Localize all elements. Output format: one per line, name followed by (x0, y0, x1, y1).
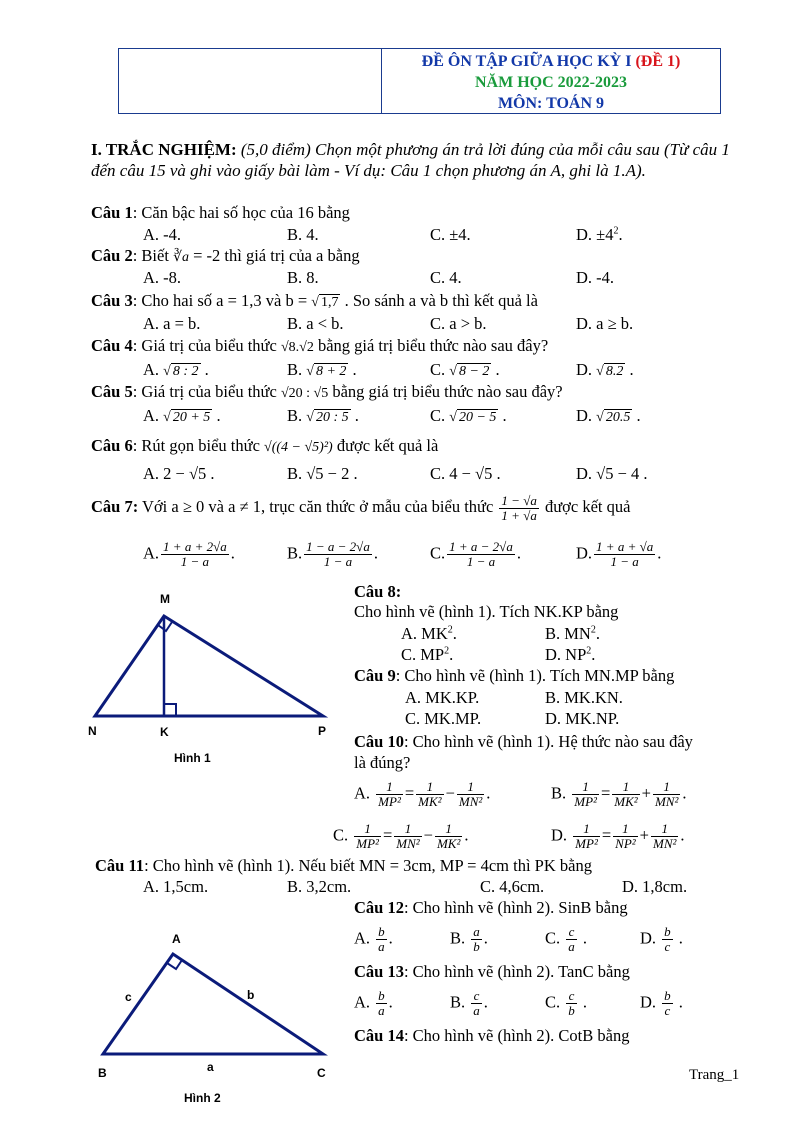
question-12: Câu 12: Cho hình vẽ (hình 2). SinB bằng (354, 898, 628, 917)
question-9: Câu 9: Cho hình vẽ (hình 1). Tích MN.MP bằng (354, 666, 675, 685)
q7-option-a: A. $\frac{1 + a + 2√a}{1 - a}$ . (143, 539, 235, 569)
q2-option-c: C. 4. (430, 268, 462, 287)
q9-option-c: C. MK.MP. (405, 709, 482, 728)
q6-option-b: B. √5 − 2 . (287, 464, 358, 483)
question-13: Câu 13: Cho hình vẽ (hình 2). TanC bằng (354, 962, 630, 981)
q12-option-b: B. $\frac{a}{b}$ . (450, 924, 488, 954)
fig2-label-b-vertex: B (98, 1066, 107, 1080)
fig1-label-n: N (88, 724, 97, 738)
page-number: Trang_1 (689, 1067, 740, 1083)
q1-option-b: B. 4. (287, 225, 319, 244)
q3-option-b: B. a < b. (287, 314, 344, 333)
q5-option-a: A. √ 20 + 5 . (143, 406, 221, 425)
q10-option-a: A. $\frac{1}{\text{MP²}}$ = $\frac{1}{\text{MK²}}$ − $\frac{1}{\text{MN²}}$ . (354, 779, 491, 809)
q11-option-d: D. 1,8cm. (622, 877, 688, 896)
question-7: Câu 7: Với a ≥ 0 và a ≠ 1, trục căn thức ở mẫu của biểu thức $\frac{1 - √a}{1 + √a}$ được kết quả (91, 492, 631, 523)
q4-option-c: C. √ 8 − 2 . (430, 360, 500, 379)
question-2: Câu 2: Biết ∛a = -2 thì giá trị của a bằng (91, 246, 360, 265)
q8-option-c: C. $MP^2$. (401, 645, 454, 664)
school-year: NĂM HỌC 2022-2023 (475, 74, 627, 91)
q4-option-a: A. √ 8 : 2 . (143, 360, 209, 379)
q1-option-d: D. $\pm 4^2$. (576, 225, 623, 244)
header-box (118, 48, 721, 114)
q6-option-c: C. 4 − √5 . (430, 464, 501, 483)
question-10-cont: là đúng? (354, 753, 411, 772)
q9-option-b: B. MK.KN. (545, 688, 623, 707)
q13-option-c: C. $\frac{c}{b}$ . (545, 988, 588, 1018)
q1-option-a: A. -4. (143, 225, 182, 244)
question-10: Câu 10: Cho hình vẽ (hình 1). Hệ thức nào sau đây (354, 732, 693, 751)
q7-option-b: B. $\frac{1 - a - 2√a}{1 - a}$ . (287, 539, 378, 569)
q13-option-d: D. $\frac{b}{c}$ . (640, 988, 683, 1018)
header-left-cell (119, 49, 382, 113)
q9-option-a: A. MK.KP. (405, 688, 480, 707)
section-intro: I. TRẮC NGHIỆM: (5,0 điểm) Chọn một phương án trả lời đúng của mỗi câu sau (Từ câu 1 đến câu 15 và ghi vào giấy bài làm - Ví dụ: Câu 1 chọn phương án A, ghi là 1.A). (91, 140, 730, 180)
question-11: Câu 11: Cho hình vẽ (hình 1). Nếu biết MN = 3cm, MP = 4cm thì PK bằng (95, 856, 592, 875)
q9-option-d: D. MK.NP. (545, 709, 620, 728)
q10-option-b: B. $\frac{1}{\text{MP²}}$ = $\frac{1}{\text{MK²}}$ + $\frac{1}{\text{MN²}}$ . (551, 779, 687, 809)
question-1: Câu 1: Căn bậc hai số học của 16 bằng (91, 203, 350, 222)
q1-option-c: C. ±4. (430, 225, 471, 244)
q7-option-d: D. $\frac{1 + a + √a}{1 - a}$ . (576, 539, 662, 569)
q4-option-d: D. √ 8.2 . (576, 360, 634, 379)
fig1-label-k: K (160, 725, 169, 739)
q13-option-b: B. $\frac{c}{a}$ . (450, 988, 488, 1018)
fig1-label-p: P (318, 724, 327, 738)
question-6: Câu 6: Rút gọn biểu thức √((4 − √5)²) được kết quả là (91, 436, 439, 455)
q12-option-a: A. $\frac{b}{a}$ . (354, 924, 393, 954)
question-3: Câu 3: Cho hai số a = 1,3 và b = √ 1,7 . So sánh a và b thì kết quả là (91, 291, 538, 310)
q3-option-c: C. a > b. (430, 314, 487, 333)
q12-option-c: C. $\frac{c}{a}$ . (545, 924, 588, 954)
question-5: Câu 5: Giá trị của biểu thức √20 : √5 bằng giá trị biểu thức nào sau đây? (91, 382, 563, 401)
q8-option-d: D. $NP^2$. (545, 645, 596, 664)
question-4: Câu 4: Giá trị của biểu thức √8.√2 bằng giá trị biểu thức nào sau đây? (91, 336, 549, 355)
q11-option-b: B. 3,2cm. (287, 877, 352, 896)
q12-option-d: D. $\frac{b}{c}$ . (640, 924, 683, 954)
q6-option-d: D. √5 − 4 . (576, 464, 648, 483)
fig2-label-c-side: c (125, 990, 132, 1004)
q2-option-a: A. -8. (143, 268, 182, 287)
q8-option-b: B. $MN^2$. (545, 624, 600, 643)
q2-option-b: B. 8. (287, 268, 319, 287)
q8-option-a: A. $MK^2$. (401, 624, 457, 643)
q13-option-a: A. $\frac{b}{a}$ . (354, 988, 393, 1018)
exam-title: ĐỀ ÔN TẬP GIỮA HỌC KỲ I (ĐỀ 1) (421, 53, 681, 70)
q6-option-a: A. 2 − √5 . (143, 464, 215, 483)
q3-option-a: A. a = b. (143, 314, 201, 333)
q2-option-d: D. -4. (576, 268, 615, 287)
q7-option-c: C. $\frac{1 + a - 2√a}{1 - a}$ . (430, 539, 521, 569)
header-right-cell (382, 49, 720, 113)
question-14: Câu 14: Cho hình vẽ (hình 2). CotB bằng (354, 1026, 630, 1045)
q5-option-b: B. √ 20 : 5 . (287, 406, 359, 425)
q4-option-b: B. √ 8 + 2 . (287, 360, 357, 379)
q3-option-d: D. a ≥ b. (576, 314, 634, 333)
fig2-label-b-side: b (247, 988, 255, 1002)
fig2-label-a-side: a (207, 1060, 214, 1074)
q10-option-d: D. $\frac{1}{\text{MP²}}$ = $\frac{1}{\text{NP²}}$ + $\frac{1}{\text{MN²}}$ . (551, 821, 685, 851)
q5-option-c: C. √ 20 − 5 . (430, 406, 507, 425)
q11-option-a: A. 1,5cm. (143, 877, 209, 896)
q5-option-d: D. √ 20.5 . (576, 406, 641, 425)
subject: MÔN: TOÁN 9 (497, 95, 605, 112)
question-8: Cho hình vẽ (hình 1). Tích NK.KP bằng (354, 602, 619, 621)
fig1-label-m: M (160, 592, 170, 606)
q10-option-c: C. $\frac{1}{\text{MP²}}$ = $\frac{1}{\text{MN²}}$ − $\frac{1}{\text{MK²}}$ . (333, 821, 469, 851)
fig2-label-a-vertex: A (172, 932, 181, 946)
fig2-caption: Hình 2 (184, 1091, 221, 1105)
figure-1-triangle (80, 588, 340, 778)
q11-option-c: C. 4,6cm. (480, 877, 545, 896)
fig1-caption: Hình 1 (174, 751, 211, 765)
question-8-label: Câu 8: (354, 582, 402, 601)
fig2-label-c-vertex: C (317, 1066, 326, 1080)
